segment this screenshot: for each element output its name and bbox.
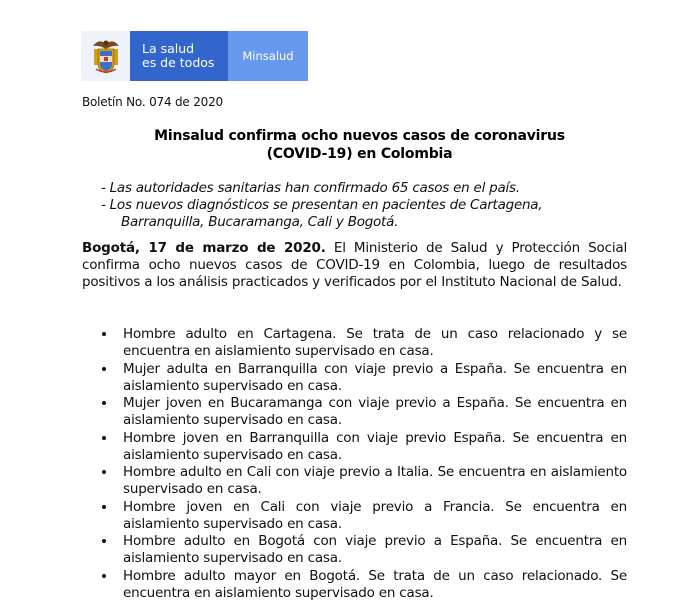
colombia-coat-of-arms-icon: [91, 36, 121, 76]
dateline: Bogotá, 17 de marzo de 2020.: [82, 240, 326, 256]
list-item: [100, 395, 627, 429]
case-text: Hombre joven en Barranquilla con viaje previo España. Se encuentra en aislamiento supervisado en casa.: [123, 429, 627, 463]
list-item: [100, 499, 627, 533]
case-text: Mujer joven en Bucaramanga con viaje previo a España. Se encuentra en aislamiento supervisado en casa.: [123, 395, 627, 428]
highlight-text: - Las autoridades sanitarias han confirmado 65 casos en el país.: [101, 180, 520, 196]
bullet-icon: [102, 505, 106, 509]
highlight-text: - Los nuevos diagnósticos se presentan en pacientes de Cartagena,: [101, 197, 543, 213]
list-item: [100, 326, 627, 360]
list-item: [100, 430, 627, 464]
case-text: Hombre adulto en Cali con viaje previo a Italia. Se encuentra en aislamiento supervisado en casa.: [123, 464, 627, 497]
page-title: [82, 127, 637, 163]
list-item: [100, 361, 627, 395]
crest-panel: [81, 31, 130, 81]
bullet-icon: [102, 367, 106, 371]
case-text: Hombre joven en Cali con viaje previo a Francia. Se encuentra en aislamiento supervisado en casa.: [123, 498, 627, 532]
bullet-icon: [102, 539, 106, 543]
lead-paragraph: [82, 240, 627, 291]
slogan-panel: [130, 31, 228, 81]
highlight-continuation: Barranquilla, Bucaramanga, Cali y Bogotá.: [121, 214, 399, 230]
title-line-2: (COVID-19) en Colombia: [266, 146, 453, 162]
brand-panel: [228, 31, 308, 81]
highlight-item: [101, 180, 661, 197]
bullet-icon: [102, 332, 106, 336]
bullet-icon: [102, 574, 106, 578]
brand-name: Minsalud: [242, 49, 294, 63]
cases-list: [100, 326, 627, 602]
case-text: Mujer adulta en Barranquilla con viaje previo a España. Se encuentra en aislamiento supervisado en casa.: [123, 360, 627, 394]
case-text: Hombre adulto mayor en Bogotá. Se trata de un caso relacionado. Se encuentra en aislamiento supervisado en casa.: [123, 567, 627, 601]
slogan-line-1: La salud: [142, 41, 195, 56]
title-line-1: Minsalud confirma ocho nuevos casos de coronavirus: [154, 128, 565, 144]
bulletin-number: Boletín No. 074 de 2020: [82, 95, 223, 109]
slogan-line-2: es de todos: [142, 55, 215, 70]
bullet-icon: [102, 436, 106, 440]
minsalud-logo-banner: [81, 31, 308, 81]
bullet-icon: [102, 401, 106, 405]
case-text: Hombre adulto en Bogotá con viaje previo a España. Se encuentra en aislamiento supervisado en casa.: [123, 533, 627, 566]
highlights-list: [101, 180, 661, 231]
bullet-icon: [102, 470, 106, 474]
highlight-item: [101, 197, 661, 231]
case-text: Hombre adulto en Cartagena. Se trata de un caso relacionado y se encuentra en aislamiento supervisado en casa.: [123, 326, 627, 359]
list-item: [100, 533, 627, 567]
list-item: [100, 464, 627, 498]
lead-body: El Ministerio de Salud y Protección Social confirma ocho nuevos casos de COVID-19 en Colombia, luego de resultados positivos a los análisis practicados y verificados por el Instituto Nacional de Salud.: [82, 240, 627, 290]
list-item: [100, 568, 627, 602]
